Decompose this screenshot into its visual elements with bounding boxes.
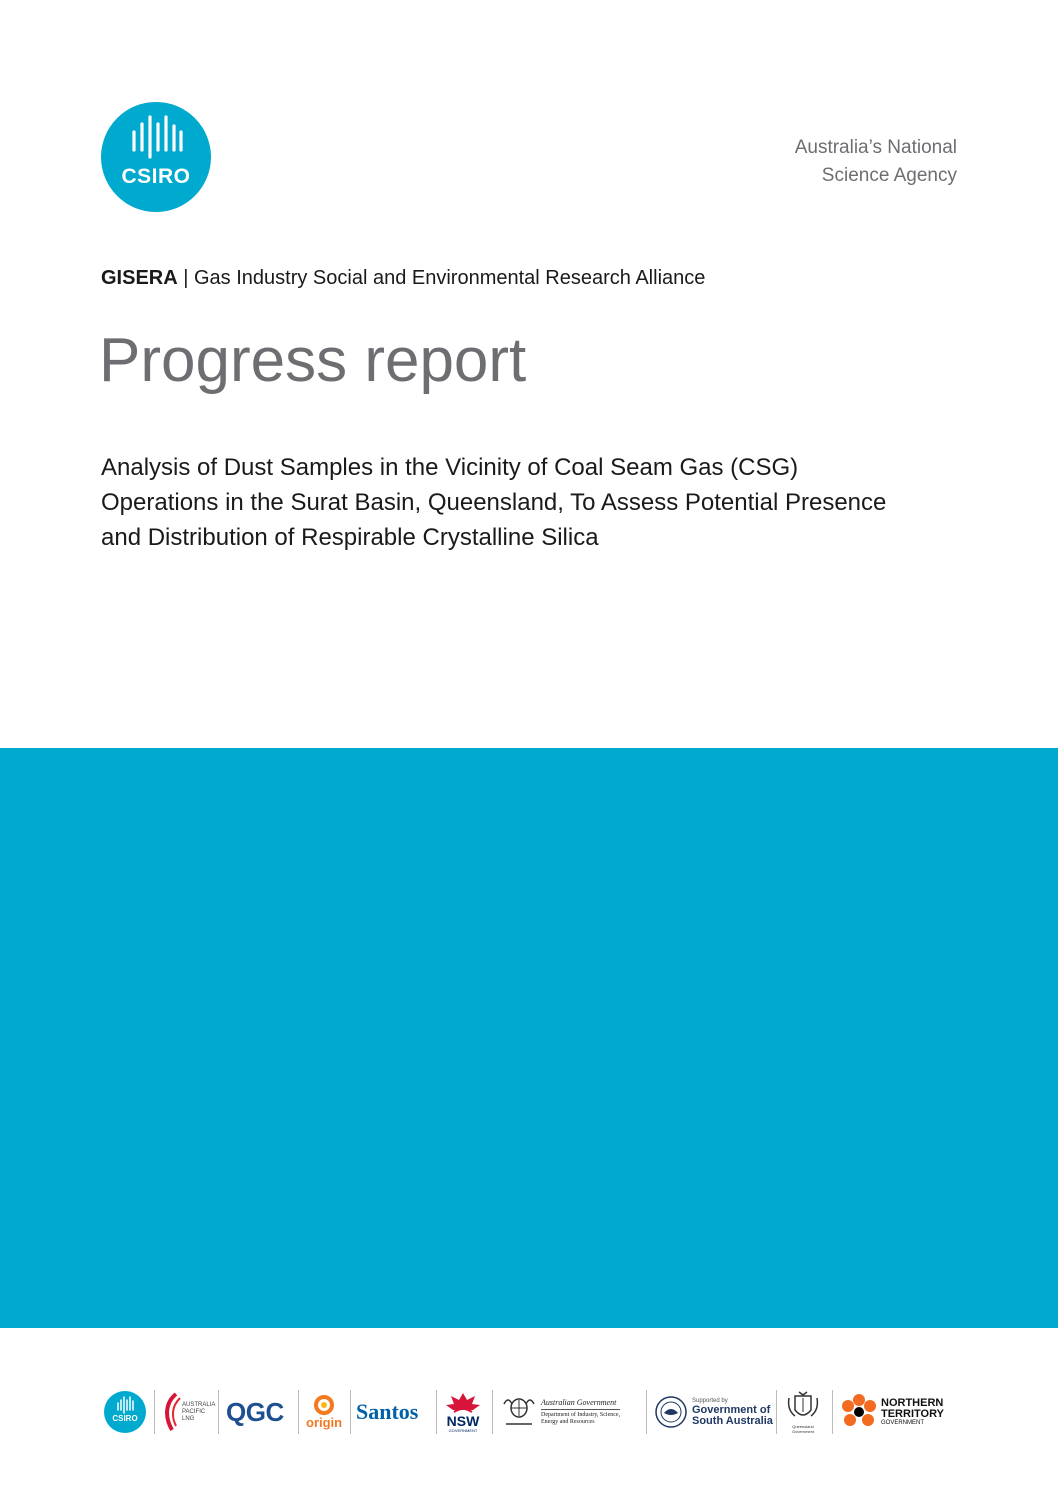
partner-santos-text: Santos [356, 1399, 419, 1424]
subtitle-line-3: and Distribution of Respirable Crystalline Silica [101, 524, 599, 551]
partner-qgc-text: QGC [226, 1396, 284, 1427]
partner-divider [298, 1390, 299, 1434]
page-title: Progress report [99, 326, 527, 395]
partner-sa-gov-2: South Australia [692, 1414, 773, 1427]
origin-sun-icon [313, 1394, 335, 1416]
subtitle-line-1: Analysis of Dust Samples in the Vicinity of Coal Seam Gas (CSG) [101, 454, 799, 481]
partner-qld-text: Queensland Government [791, 1424, 814, 1434]
partner-nsw-sub: GOVERNMENT [448, 1427, 478, 1433]
waratah-icon [444, 1392, 482, 1414]
cover-band [0, 748, 1058, 1328]
partner-ausgov-logo [500, 1386, 620, 1438]
partner-qgc-logo [226, 1386, 284, 1438]
partner-divider [492, 1390, 493, 1434]
partner-divider [832, 1390, 833, 1434]
coat-of-arms-icon [500, 1394, 538, 1430]
partner-sa-logo [654, 1386, 773, 1438]
partner-divider [646, 1390, 647, 1434]
partner-nt-1: NORTHERN [881, 1396, 944, 1409]
partner-csiro-word: CSIRO [112, 1414, 138, 1423]
alliance-acronym: GISERA [101, 267, 178, 289]
csiro-small-waveform-icon [104, 1391, 146, 1433]
partner-origin-text: origin [306, 1415, 343, 1430]
csiro-logo [101, 102, 211, 212]
csiro-waveform-icon [101, 102, 211, 212]
partner-divider [350, 1390, 351, 1434]
partner-ausgov-name: Australian Government [541, 1398, 620, 1410]
alliance-separator: | [177, 267, 194, 289]
subtitle-line-2: Operations in the Surat Basin, Queensland, To Assess Potential Presence [101, 489, 887, 516]
partner-apl-text: AUSTRALIA PACIFIC LNG [182, 1401, 216, 1422]
tagline-line-2: Science Agency [821, 165, 957, 186]
partner-sa-supported: Supported by [692, 1397, 728, 1404]
partner-nsw-text: NSW [446, 1412, 480, 1429]
partner-santos-logo [356, 1386, 418, 1438]
csiro-logo-word: CSIRO [121, 165, 191, 188]
agency-tagline [795, 134, 957, 190]
partner-nt-2: TERRITORY [881, 1407, 944, 1420]
sturt-desert-rose-icon [840, 1393, 878, 1431]
apl-swoosh-icon [162, 1392, 182, 1432]
partner-nsw-logo [444, 1386, 482, 1438]
partner-divider [218, 1390, 219, 1434]
alliance-line [101, 267, 705, 290]
partner-nt-3: GOVERNMENT [881, 1419, 925, 1426]
partner-ausgov-dept-2: Energy and Resources [541, 1419, 595, 1425]
report-subtitle [101, 450, 961, 555]
partner-apl-logo [162, 1386, 214, 1438]
partner-divider [154, 1390, 155, 1434]
partner-origin-logo [306, 1386, 342, 1438]
partner-sa-gov-1: Government of [692, 1403, 771, 1416]
partner-divider [776, 1390, 777, 1434]
partner-csiro-logo [104, 1386, 146, 1438]
partner-logos [100, 1386, 960, 1438]
tagline-line-1: Australia’s National [794, 137, 957, 158]
partner-ausgov-dept-1: Department of Industry, Science, [541, 1412, 621, 1418]
sa-piping-shrike-icon [654, 1395, 688, 1429]
alliance-name: Gas Industry Social and Environmental Research Alliance [194, 267, 706, 289]
partner-qld-logo [784, 1386, 822, 1438]
partner-divider [436, 1390, 437, 1434]
qld-coat-of-arms-icon [785, 1390, 821, 1424]
partner-nt-logo [840, 1386, 944, 1438]
